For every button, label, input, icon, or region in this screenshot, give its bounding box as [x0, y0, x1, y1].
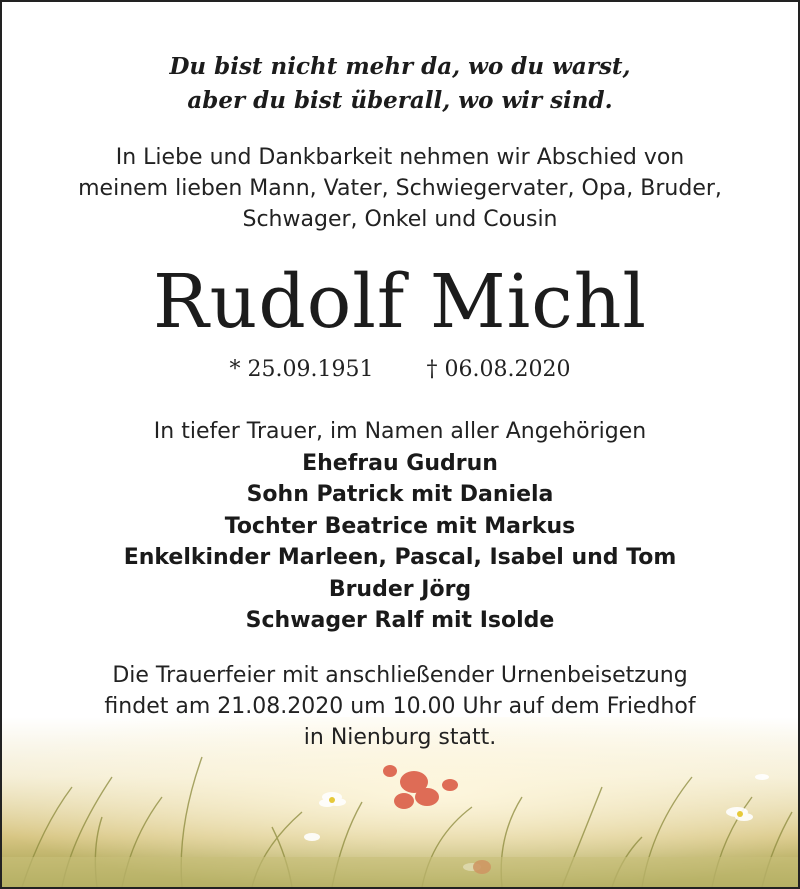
- funeral-line: in Nienburg statt.: [303, 725, 497, 750]
- memorial-quote: [2, 50, 798, 118]
- intro-line: Schwager, Onkel und Cousin: [242, 207, 558, 232]
- death-date: † 06.08.2020: [426, 357, 571, 382]
- quote-line: aber du bist überall, wo wir sind.: [187, 87, 613, 114]
- mourner: Ehefrau Gudrun: [302, 450, 498, 476]
- life-dates: [2, 354, 798, 386]
- birth-date: * 25.09.1951: [229, 357, 374, 382]
- intro-line: In Liebe und Dankbarkeit nehmen wir Abschied von: [115, 145, 685, 170]
- mourner: Schwager Ralf mit Isolde: [245, 608, 555, 633]
- mourners-lead: In tiefer Trauer, im Namen aller Angehörigen: [153, 419, 647, 444]
- mourners-list: [2, 416, 798, 637]
- intro-line: meinem lieben Mann, Vater, Schwiegervater, Opa, Bruder,: [78, 176, 722, 201]
- funeral-details: [2, 660, 798, 753]
- mourner: Sohn Patrick mit Daniela: [246, 482, 554, 507]
- funeral-line: findet am 21.08.2020 um 10.00 Uhr auf dem Friedhof: [104, 694, 696, 719]
- farewell-intro: [2, 142, 798, 235]
- mourner: Tochter Beatrice mit Markus: [224, 513, 576, 539]
- funeral-line: Die Trauerfeier mit anschließender Urnenbeisetzung: [112, 663, 688, 688]
- quote-line: Du bist nicht mehr da, wo du warst,: [169, 53, 631, 80]
- deceased-name: Rudolf Michl: [152, 259, 648, 345]
- mourner: Bruder Jörg: [328, 576, 472, 602]
- mourner: Enkelkinder Marleen, Pascal, Isabel und Tom: [123, 545, 677, 570]
